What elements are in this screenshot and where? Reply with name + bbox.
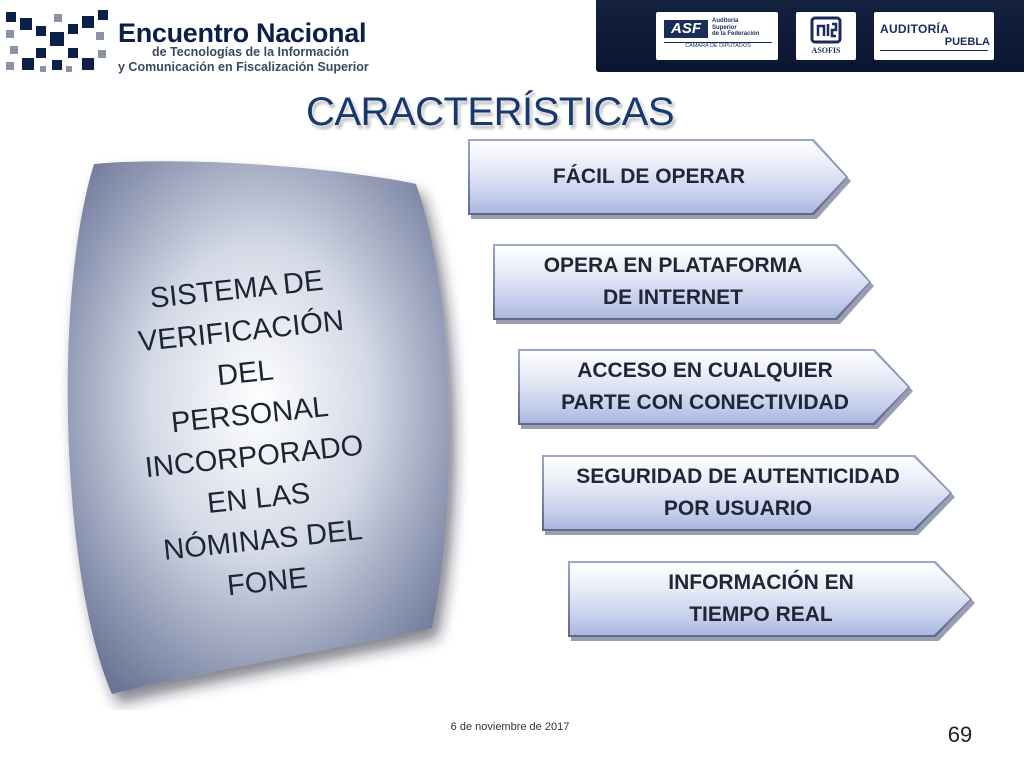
page-number: 69 [947, 722, 973, 747]
system-description-text: SISTEMA DE VERIFICACIÓN DEL PERSONAL INCORPORADO EN LAS NÓMINAS DEL FONE [136, 264, 365, 603]
event-subtitle-2: y Comunicación en Fiscalización Superior [118, 60, 369, 74]
asf-name: Auditoría Superior de la Federación [712, 18, 760, 37]
slide-title: CARACTERÍSTICAS [305, 90, 675, 134]
feature-label: ACCESO EN CUALQUIER PARTE CON CONECTIVIDAD [561, 359, 849, 414]
feature-label: OPERA EN PLATAFORMA DE INTERNET [543, 254, 803, 309]
event-subtitle-1: de Tecnologías de la Información [152, 45, 350, 59]
puebla-bottom-text: PUEBLA [944, 36, 990, 48]
feature-label: FÁCIL DE OPERAR [552, 165, 746, 188]
asf-camara-text: CÁMARA DE DIPUTADOS [664, 42, 772, 50]
asofis-text: ASOFIS [811, 46, 841, 55]
auditoria-puebla-logo [874, 12, 994, 60]
feature-arrow-access-anywhere [518, 349, 910, 425]
feature-label: INFORMACIÓN EN TIEMPO REAL [668, 571, 854, 626]
event-title: Encuentro Nacional [118, 18, 367, 48]
footer-date: 6 de noviembre de 2017 [450, 721, 570, 733]
asofis-logo-icon [810, 16, 842, 44]
feature-arrow-easy-to-operate [468, 139, 848, 215]
feature-arrow-internet-platform [493, 244, 871, 320]
puebla-divider [880, 50, 988, 51]
system-description-panel [40, 150, 470, 710]
feature-arrow-user-authentication [542, 455, 952, 531]
partner-logos-panel [596, 0, 1024, 72]
asf-badge: ASF [664, 20, 708, 38]
asf-logo [656, 12, 778, 60]
puebla-top-text: AUDITORÍA [880, 22, 950, 36]
pixel-cross-logo-icon [6, 6, 112, 76]
asofis-logo [796, 12, 856, 60]
feature-label: SEGURIDAD DE AUTENTICIDAD POR USUARIO [576, 465, 900, 520]
feature-arrow-real-time-info [568, 561, 972, 637]
